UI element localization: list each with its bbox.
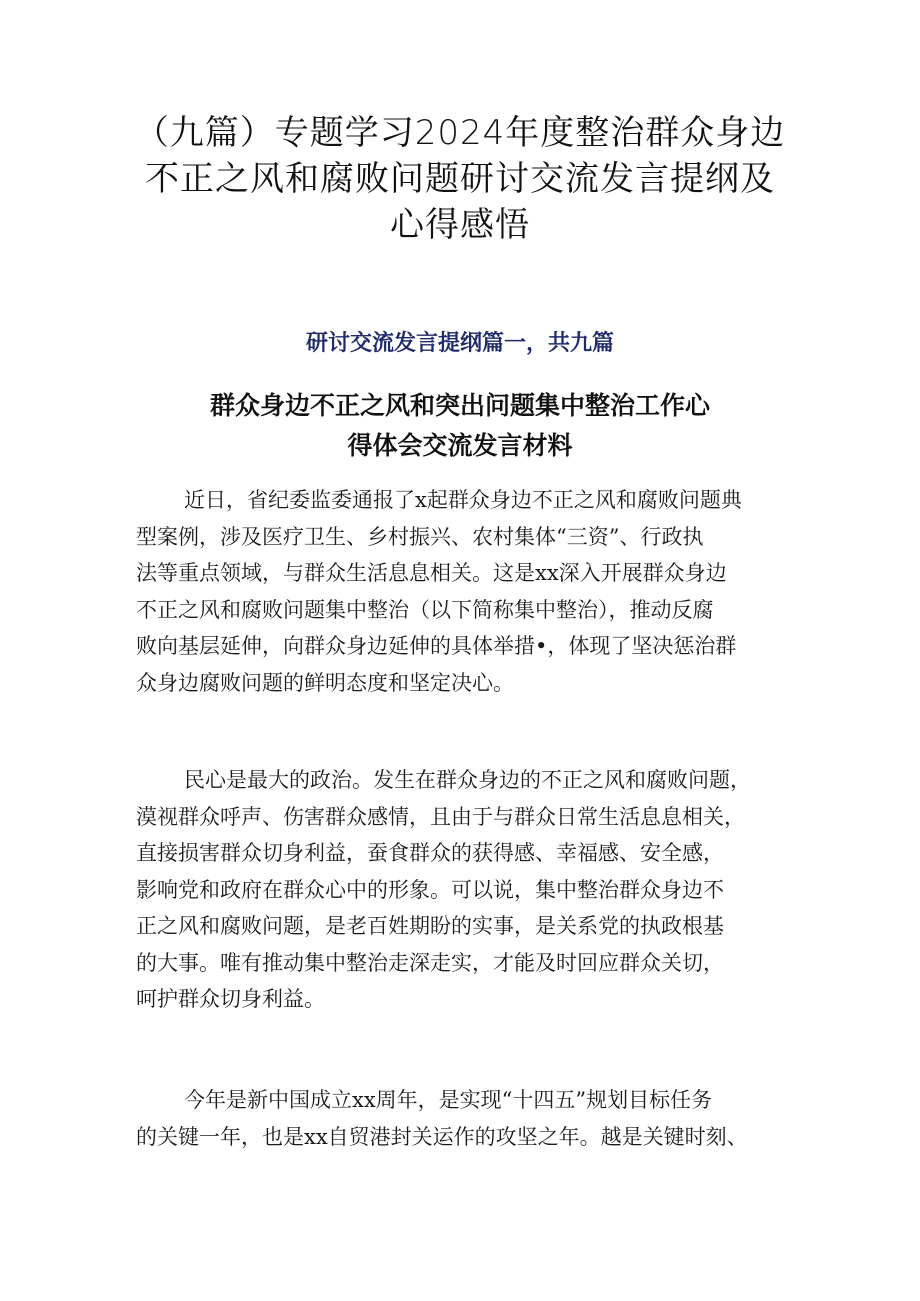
paragraph-line: 众身边腐败问题的鲜明态度和坚定决心。 xyxy=(136,670,514,695)
document-title-line: 心得感悟 xyxy=(390,205,530,245)
paragraph-line: 的大事。唯有推动集中整治走深走实，才能及时回应群众关切， xyxy=(136,950,724,975)
paragraph-line: 败向基层延伸，向群众身边延伸的具体举措•，体现了坚决惩治群 xyxy=(136,634,737,658)
paragraph-line: 正之风和腐败问题，是老百姓期盼的实事，是关系党的执政根基 xyxy=(136,914,724,938)
paragraph-line: 今年是新中国成立xx周年，是实现“十四五”规划目标任务 xyxy=(184,1088,713,1112)
article-title-line: 群众身边不正之风和突出问题集中整治工作心 xyxy=(209,391,710,420)
paragraph-line: 法等重点领域，与群众生活息息相关。这是xx深入开展群众身边 xyxy=(136,561,727,585)
paragraph-line: 漠视群众呼声、伤害群众感情，且由于与群众日常生活息息相关， xyxy=(136,804,745,829)
paragraph-line: 近日，省纪委监委通报了x起群众身边不正之风和腐败问题典 xyxy=(184,488,742,512)
body-paragraph-1 xyxy=(136,482,796,701)
body-paragraph-2 xyxy=(136,762,796,1018)
paragraph-line: 型案例，涉及医疗卫生、乡村振兴、农村集体“三资”、行政执 xyxy=(136,524,704,549)
paragraph-line: 呵护群众切身利益。 xyxy=(136,987,325,1011)
document-title xyxy=(120,110,800,248)
document-title-line: （九篇）专题学习2024年度整治群众身边 xyxy=(134,113,786,153)
body-paragraph-3 xyxy=(136,1082,796,1155)
paragraph-line: 民心是最大的政治。发生在群众身边的不正之风和腐败问题， xyxy=(184,768,751,792)
paragraph-line: 不正之风和腐败问题集中整治（以下简称集中整治），推动反腐 xyxy=(136,597,714,622)
section-label: 研讨交流发言提纲篇一，共九篇 xyxy=(305,330,614,355)
article-title-line: 得体会交流发言材料 xyxy=(347,431,573,460)
document-title-line: 不正之风和腐败问题研讨交流发言提纲及 xyxy=(145,159,775,199)
paragraph-line: 影响党和政府在群众心中的形象。可以说，集中整治群众身边不 xyxy=(136,877,724,902)
article-title xyxy=(120,386,800,466)
paragraph-line: 的关键一年，也是xx自贸港封关运作的攻坚之年。越是关键时刻、 xyxy=(136,1124,748,1149)
paragraph-line: 直接损害群众切身利益，蚕食群众的获得感、幸福感、安全感， xyxy=(136,841,724,865)
